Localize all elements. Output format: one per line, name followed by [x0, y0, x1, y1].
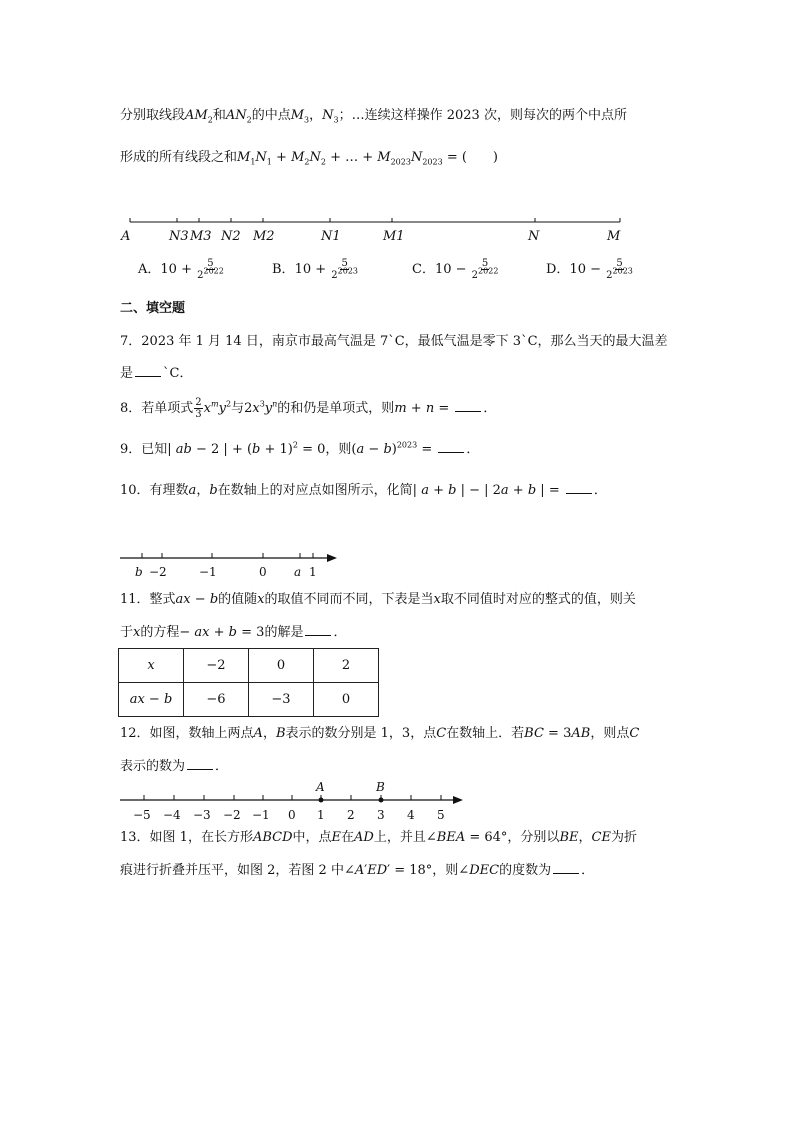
q10-line: 10．有理数a，b在数轴上的对应点如图所示，化简| a + b | − | 2a + b | = ．: [120, 483, 607, 498]
label-M1: M1: [383, 229, 405, 244]
q6-option-c[interactable]: C．10 − $\frac{5}{2^{2022}}$: [412, 258, 499, 281]
label-minus1: −1: [199, 565, 217, 579]
q7-answer-blank[interactable]: [135, 364, 161, 377]
q10-answer-blank[interactable]: [566, 481, 592, 494]
label-b: b: [135, 565, 143, 579]
q13-line1: 13．如图 1，在长方形ABCD中，点E在AD上，并且∠BEA = 64°，分别以BE，CE为折: [120, 830, 637, 845]
axis-arrow: [453, 796, 463, 804]
q9-line: 9．已知| ab − 2 | + $(b + 1)^2 = 0$，则$(a - b)^{2023}$ = ．: [120, 440, 480, 457]
tick-label: 0: [288, 808, 296, 822]
tick-label: −4: [163, 808, 181, 822]
point-A: [319, 798, 324, 803]
q12-answer-blank[interactable]: [187, 757, 213, 770]
table-cell: −3: [249, 683, 314, 717]
table-row: [119, 683, 379, 717]
label-M3: M3: [190, 229, 212, 244]
table-cell: x: [119, 649, 184, 683]
q11-answer-blank[interactable]: [305, 623, 331, 636]
label-A: A: [121, 229, 131, 244]
q12-line1: 12．如图，数轴上两点A，B表示的数分别是 1，3，点C在数轴上．若BC = 3AB，则点C: [120, 726, 640, 741]
label-A: A: [316, 780, 325, 794]
label-M2: M2: [253, 229, 275, 244]
q11-line1: 11．整式ax − b的值随x的取值不同而不同，下表是当x取不同值时对应的整式的值，则关: [120, 592, 636, 607]
q7-line1: 7．2023 年 1 月 14 日，南京市最高气温是 7`C，最低气温是零下 3`C，那么当天的最大温差: [120, 334, 668, 349]
q9-answer-blank[interactable]: [438, 440, 464, 453]
label-a: a: [294, 565, 302, 579]
table-cell: 2: [314, 649, 379, 683]
q8-answer-blank[interactable]: [455, 399, 481, 412]
tick-label: 1: [317, 808, 325, 822]
tick-label: −2: [223, 808, 241, 822]
tick-label: −3: [193, 808, 211, 822]
tick-label: 4: [407, 808, 415, 822]
table-cell: 0: [249, 649, 314, 683]
label-1: 1: [309, 565, 317, 579]
q13-answer-blank[interactable]: [553, 861, 579, 874]
q7-line2: 是 `C．: [120, 366, 193, 381]
q12-number-line: [115, 780, 470, 822]
q6-line2: 形成的所有线段之和$M_1N_1 + M_2N_2$ + … + $M_{2023}N_{2023}$ = ( ): [120, 150, 498, 167]
q6-segment-figure: [115, 212, 635, 248]
q6-option-b[interactable]: B．10 + $\frac{5}{2^{2023}}$: [272, 258, 359, 281]
tick-label: 5: [437, 808, 445, 822]
q10-number-line: [115, 548, 345, 580]
axis-arrow: [327, 554, 337, 562]
table-cell: −2: [184, 649, 249, 683]
q11-value-table: [118, 648, 379, 717]
q11-line2: 于x的方程− ax + b = 3的解是 ．: [120, 625, 347, 640]
tick-label: 2: [347, 808, 355, 822]
label-M: M: [607, 229, 621, 244]
q6-option-d[interactable]: D．10 − $\frac{5}{2^{2023}}$: [546, 258, 633, 281]
label-minus2: −2: [149, 565, 167, 579]
tick-label: −5: [133, 808, 151, 822]
label-B: B: [376, 780, 385, 794]
label-0: 0: [259, 565, 267, 579]
section-title: 二、填空题: [120, 301, 186, 316]
point-B: [379, 798, 384, 803]
tick-label: −1: [252, 808, 270, 822]
table-cell: 0: [314, 683, 379, 717]
label-N1: N1: [321, 229, 341, 244]
q13-line2: 痕进行折叠并压平，如图 2，若图 2 中∠A′ED′ = 18°，则∠DEC的度数为 ．: [120, 863, 595, 878]
label-N: N: [528, 229, 540, 244]
table-row: [119, 649, 379, 683]
q6-option-a[interactable]: A．10 + $\frac{5}{2^{2022}}$: [138, 258, 224, 281]
table-cell: −6: [184, 683, 249, 717]
label-N2: N2: [221, 229, 241, 244]
q12-line2: 表示的数为 ．: [120, 759, 229, 774]
tick-label: 3: [377, 808, 385, 822]
q8-line: 8．若单项式 $\frac{2}{3}$ $x^my^2$与$2x^3y^n$的和仍是单项式，则m + n = ．: [120, 397, 497, 420]
q6-line1: 分别取线段$AM_2$和$AN_2$的中点$M_3$，$N_3$；…连续这样操作 2023 次，则每次的两个中点所: [120, 108, 627, 125]
label-N3: N3: [169, 229, 189, 244]
table-cell: ax − b: [119, 683, 184, 717]
